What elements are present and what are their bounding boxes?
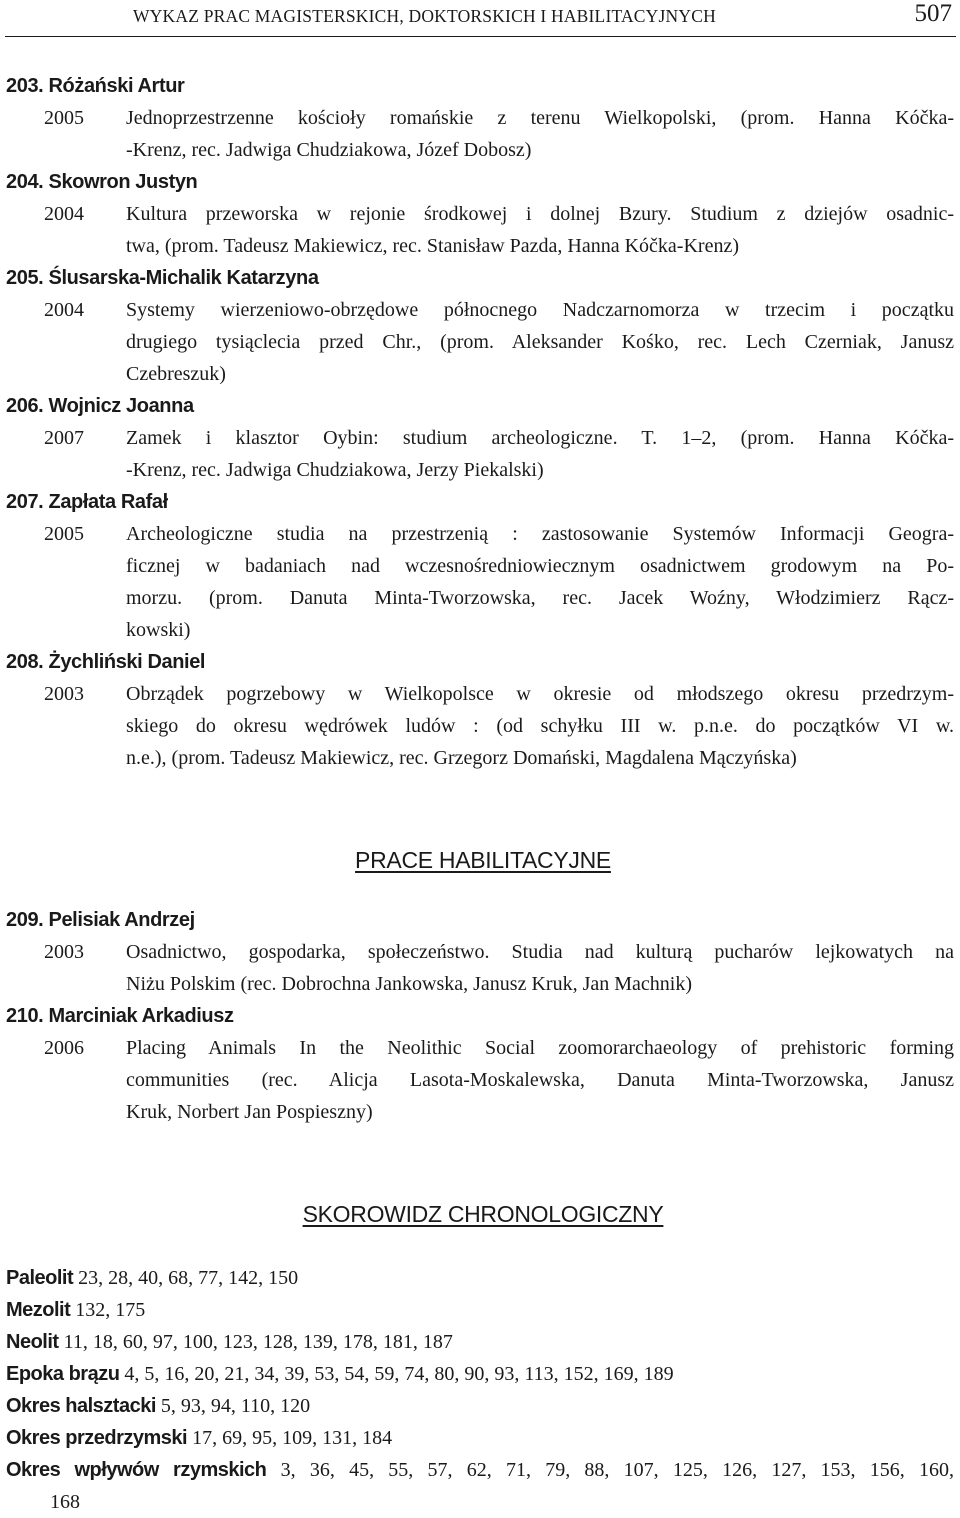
index-period: Okres halsztacki [6,1395,156,1417]
entry [6,390,954,486]
entry-heading [6,486,954,518]
entry-line: Archeologiczne studia na przestrzenią : zastosowanie Systemów Informacji Geogra- [126,523,954,545]
entry-year: 2004 [44,203,84,225]
index-values: 11, 18, 60, 97, 100, 123, 128, 139, 178, 181, 187 [63,1331,453,1353]
index-period: Paleolit [6,1267,74,1289]
index-entry [6,1294,954,1326]
entry-line: Jednoprzestrzenne kościoły romańskie z terenu Wielkopolski, (prom. Hanna Kóčka- [126,107,954,129]
index-entry [6,1390,954,1422]
entry-line: Osadnictwo, gospodarka, społeczeństwo. Studia nad kulturą pucharów lejkowatych na [126,941,954,963]
entry-heading [6,646,954,678]
page-content [6,70,954,1518]
chronological-index [6,1262,954,1518]
entry-number: 208. [6,651,44,673]
entry-line: morzu. (prom. Danuta Minta-Tworzowska, rec. Jacek Woźny, Włodzimierz Rącz- [126,587,954,609]
entry-author: Żychliński Daniel [48,651,206,673]
entry-number: 206. [6,395,44,417]
entry-line: Kultura przeworska w rejonie środkowej i dolnej Bzury. Studium z dziejów osadnic- [126,203,954,225]
entry-line: Zamek i klasztor Oybin: studium archeologiczne. T. 1–2, (prom. Hanna Kóčka- [126,427,954,449]
index-period: Neolit [6,1331,59,1353]
section-title-index: SKOROWIDZ CHRONOLOGICZNY [302,1201,664,1227]
entry [6,166,954,262]
entry-line: n.e.), (prom. Tadeusz Makiewicz, rec. Grzegorz Domański, Magdalena Mączyńska) [126,747,797,769]
entry-work [6,102,954,166]
entry-number: 207. [6,491,44,513]
entry-line: kowski) [126,619,191,641]
entry-number: 205. [6,267,44,289]
entry-number: 204. [6,171,44,193]
entry [6,262,954,390]
entry-work [6,936,954,1000]
entry-list-theses [6,70,954,774]
entry [6,646,954,774]
entry-list-habilitation [6,904,954,1128]
entry-number: 210. [6,1005,44,1027]
entry-work [6,1032,954,1128]
entry-line: Niżu Polskim (rec. Dobrochna Jankowska, Janusz Kruk, Jan Machnik) [126,973,692,995]
running-header [0,0,960,36]
index-entry [6,1454,954,1486]
index-entry [6,1262,954,1294]
entry-line: twa, (prom. Tadeusz Makiewicz, rec. Stanisław Pazda, Hanna Kóčka-Krenz) [126,235,739,257]
index-entry [6,1326,954,1358]
entry-year: 2003 [44,941,84,963]
entry-year: 2004 [44,299,84,321]
index-values: 5, 93, 94, 110, 120 [160,1395,311,1417]
entry-line: -Krenz, rec. Jadwiga Chudziakowa, Jerzy Piekalski) [126,459,544,481]
entry-author: Ślusarska-Michalik Katarzyna [48,267,319,289]
entry-author: Pelisiak Andrzej [48,909,195,931]
index-values: 132, 175 [75,1299,146,1321]
index-entry [6,1422,954,1454]
entry-year: 2007 [44,427,84,449]
entry-work [6,678,954,774]
entry-author: Różański Artur [48,75,185,97]
entry-year: 2005 [44,523,84,545]
entry-author: Skowron Justyn [48,171,198,193]
index-entry-continuation: 168 [50,1491,80,1513]
entry-line: communities (rec. Alicja Lasota-Moskalewska, Danuta Minta-Tworzowska, Janusz [126,1069,954,1091]
entry-author: Wojnicz Joanna [48,395,194,417]
entry-line: Placing Animals In the Neolithic Social zoomorarchaeology of prehistoric forming [126,1037,954,1059]
index-values: 4, 5, 16, 20, 21, 34, 39, 53, 54, 59, 74, 80, 90, 93, 113, 152, 169, 189 [124,1363,674,1385]
entry-line: ficznej w badaniach nad wczesnośredniowiecznym osadnictwem grodowym na Po- [126,555,954,577]
entry-heading [6,262,954,294]
entry-line: Kruk, Norbert Jan Pospieszny) [126,1101,373,1123]
entry-work [6,422,954,486]
header-divider [5,36,956,37]
entry-author: Marciniak Arkadiusz [48,1005,234,1027]
entry-heading [6,904,954,936]
entry-line: Systemy wierzeniowo-obrzędowe północnego Nadczarnomorza w trzecim i początku [126,299,954,321]
entry-heading [6,70,954,102]
entry-line: skiego do okresu wędrówek ludów : (od schyłku III w. p.n.e. do początków VI w. [126,715,954,737]
entry-line: -Krenz, rec. Jadwiga Chudziakowa, Józef Dobosz) [126,139,532,161]
index-entry [6,1358,954,1390]
entry [6,904,954,1000]
index-period: Mezolit [6,1299,71,1321]
entry-author: Zapłata Rafał [48,491,168,513]
entry-year: 2005 [44,107,84,129]
entry [6,1000,954,1128]
entry-work [6,198,954,262]
entry [6,486,954,646]
entry-year: 2006 [44,1037,84,1059]
index-values: 3, 36, 45, 55, 57, 62, 71, 79, 88, 107, 125, 126, 127, 153, 156, 160, [280,1459,955,1481]
section-title-habilitation: PRACE HABILITACYJNE [355,847,611,873]
index-values: 23, 28, 40, 68, 77, 142, 150 [78,1267,299,1289]
page-number: 507 [914,0,952,27]
entry-number: 203. [6,75,44,97]
entry-line: Obrządek pogrzebowy w Wielkopolsce w okresie od młodszego okresu przedrzym- [126,683,954,705]
entry-line: Czebreszuk) [126,363,226,385]
entry-heading [6,166,954,198]
index-values: 17, 69, 95, 109, 131, 184 [192,1427,393,1449]
entry-heading [6,1000,954,1032]
entry-number: 209. [6,909,44,931]
index-period: Okres przedrzymski [6,1427,188,1449]
entry [6,70,954,166]
entry-work [6,518,954,646]
entry-heading [6,390,954,422]
index-period: Okres wpływów rzymskich [6,1459,267,1481]
entry-work [6,294,954,390]
running-title: WYKAZ PRAC MAGISTERSKICH, DOKTORSKICH I HABILITACYJNYCH [133,6,716,26]
entry-year: 2003 [44,683,84,705]
index-period: Epoka brązu [6,1363,120,1385]
entry-line: drugiego tysiąclecia przed Chr., (prom. Aleksander Kośko, rec. Lech Czerniak, Janusz [126,331,954,353]
